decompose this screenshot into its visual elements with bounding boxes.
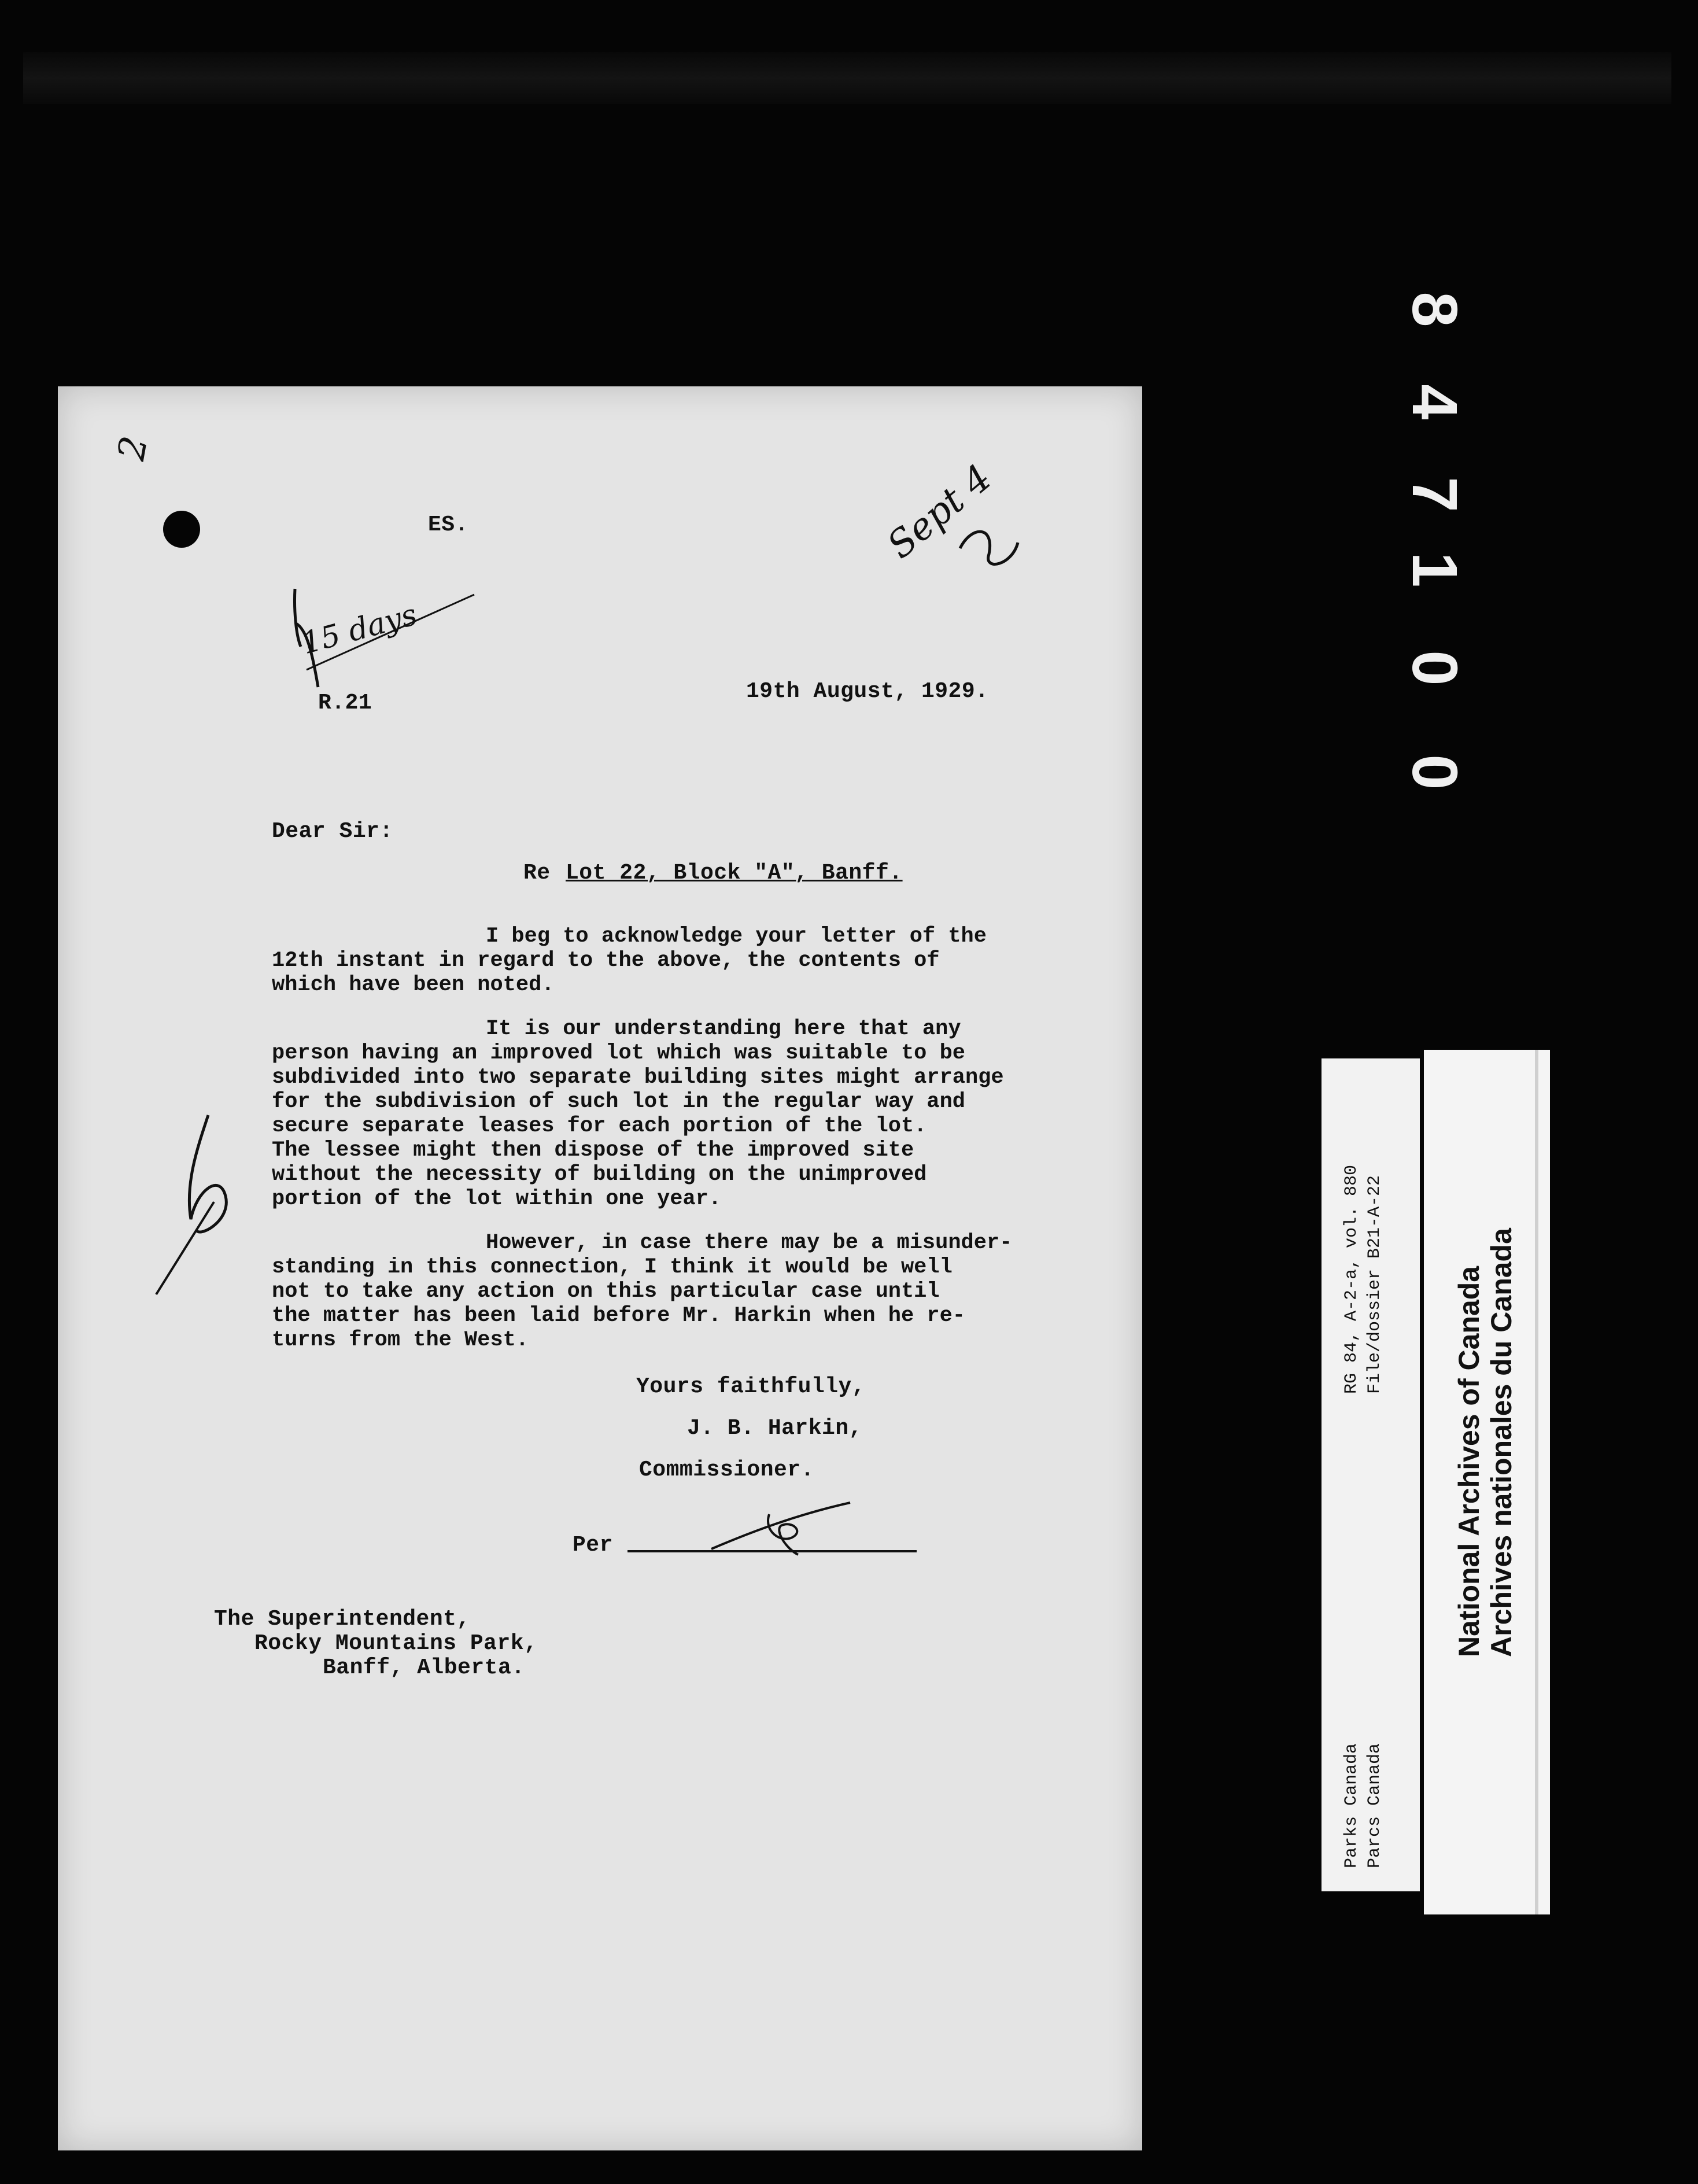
greeting: Dear Sir: xyxy=(272,819,393,844)
department-line: Parcs Canada xyxy=(1365,1743,1385,1868)
archive-reference-label xyxy=(1322,1058,1420,1891)
paragraph-line: The lessee might then dispose of the improved site xyxy=(272,1138,914,1163)
recipient-line: The Superintendent, xyxy=(214,1607,470,1632)
label-edge xyxy=(1535,1050,1538,1914)
margin-initial-mark xyxy=(145,1104,249,1300)
initials-code: ES. xyxy=(428,512,468,537)
paragraph-line: without the necessity of building on the unimproved xyxy=(272,1163,927,1187)
reel-digit: 4 xyxy=(1399,384,1470,420)
paragraph-line: the matter has been laid before Mr. Harkin when he re- xyxy=(272,1304,965,1328)
reference-block xyxy=(1340,1165,1386,1394)
letter-page xyxy=(58,386,1142,2150)
punch-hole xyxy=(163,511,200,548)
handwritten-signature xyxy=(706,1497,891,1560)
subject-prefix: Re xyxy=(523,861,551,886)
file-reference: R.21 xyxy=(318,691,372,715)
paragraph-line: standing in this connection, I think it would be well xyxy=(272,1255,953,1279)
paragraph-line: subdivided into two separate building sites might arrange xyxy=(272,1065,1004,1090)
department-line: Parks Canada xyxy=(1342,1743,1361,1868)
recipient-line: Rocky Mountains Park, xyxy=(254,1631,538,1656)
paragraph-line: which have been noted. xyxy=(272,973,555,997)
paragraph-line: turns from the West. xyxy=(272,1328,529,1352)
reel-digit: 8 xyxy=(1399,292,1470,327)
signatory-name: J. B. Harkin, xyxy=(687,1416,862,1441)
institution-line: Archives nationales du Canada xyxy=(1485,1228,1518,1657)
reel-number xyxy=(1394,278,1475,844)
handwritten-date-note: Sept 4 xyxy=(879,456,1000,567)
reel-digit: 0 xyxy=(1399,754,1470,790)
reel-digit: 7 xyxy=(1399,477,1470,512)
paragraph-line: It is our understanding here that any xyxy=(486,1017,961,1041)
institution-line: National Archives of Canada xyxy=(1453,1266,1485,1657)
recipient-line: Banff, Alberta. xyxy=(323,1655,525,1680)
paragraph-line: person having an improved lot which was suitable to be xyxy=(272,1041,965,1065)
reel-digit: 1 xyxy=(1399,552,1470,588)
letter-date: 19th August, 1929. xyxy=(746,679,989,704)
subject-line: Lot 22, Block "A", Banff. xyxy=(566,861,903,886)
signatory-title: Commissioner. xyxy=(639,1458,814,1482)
handwritten-note-top-left: 2 xyxy=(110,433,157,464)
reel-digit: 0 xyxy=(1399,650,1470,686)
film-edge xyxy=(23,52,1671,104)
archive-institution-label xyxy=(1424,1050,1550,1914)
handwritten-days-note: 15 days xyxy=(298,597,421,662)
reference-line: File/dossier B21-A-22 xyxy=(1365,1175,1385,1394)
paragraph-line: secure separate leases for each portion of the lot. xyxy=(272,1114,927,1138)
handwritten-initials-top-right xyxy=(948,514,1029,583)
institution-block xyxy=(1453,1228,1518,1657)
per-label: Per xyxy=(573,1533,613,1558)
department-block xyxy=(1340,1743,1386,1868)
paragraph-line: 12th instant in regard to the above, the contents of xyxy=(272,949,940,973)
reference-line: RG 84, A-2-a, vol. 880 xyxy=(1342,1164,1361,1394)
paragraph-line: not to take any action on this particular case until xyxy=(272,1279,940,1304)
paragraph-line: However, in case there may be a misunder- xyxy=(486,1231,1013,1255)
paragraph-line: portion of the lot within one year. xyxy=(272,1187,722,1211)
closing: Yours faithfully, xyxy=(636,1374,866,1399)
paragraph-line: for the subdivision of such lot in the regular way and xyxy=(272,1090,965,1114)
paragraph-line: I beg to acknowledge your letter of the xyxy=(486,924,987,949)
